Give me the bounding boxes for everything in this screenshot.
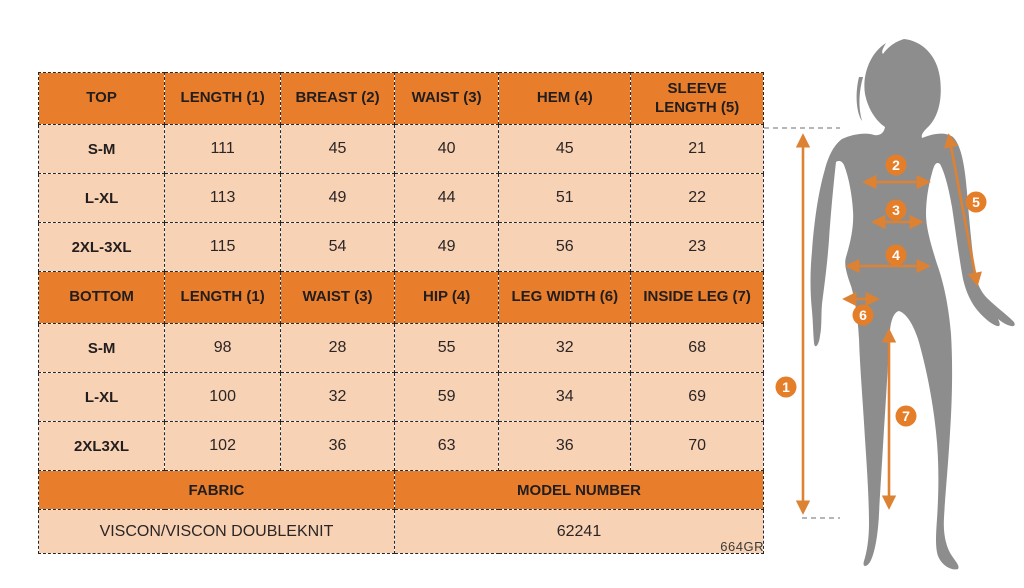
header-cell: LENGTH (1): [165, 272, 281, 324]
value-cell: 49: [394, 223, 498, 272]
size-cell: S-M: [39, 125, 165, 174]
marker-badge-3: [886, 200, 907, 221]
size-table-container: [38, 72, 764, 554]
value-cell: 111: [165, 125, 281, 174]
value-cell: 59: [394, 373, 498, 422]
value-cell: 28: [281, 324, 395, 373]
value-cell: 56: [499, 223, 631, 272]
table-row: [39, 422, 764, 471]
fabric-value: VISCON/VISCON DOUBLEKNIT: [39, 510, 395, 554]
value-cell: 34: [499, 373, 631, 422]
header-cell: BOTTOM: [39, 272, 165, 324]
value-cell: 45: [281, 125, 395, 174]
marker-badge-2: [886, 155, 907, 176]
size-cell: 2XL-3XL: [39, 223, 165, 272]
value-cell: 68: [631, 324, 764, 373]
header-cell: INSIDE LEG (7): [631, 272, 764, 324]
value-cell: 102: [165, 422, 281, 471]
header-cell: BREAST (2): [281, 73, 395, 125]
table-row: [39, 174, 764, 223]
value-cell: 36: [499, 422, 631, 471]
svg-text:3: 3: [892, 202, 900, 218]
marker-badge-1: [776, 377, 797, 398]
fabric-label: FABRIC: [39, 471, 395, 510]
size-table: [38, 72, 764, 554]
size-cell: S-M: [39, 324, 165, 373]
table-row: [39, 223, 764, 272]
header-cell: WAIST (3): [281, 272, 395, 324]
value-cell: 54: [281, 223, 395, 272]
value-cell: 45: [499, 125, 631, 174]
value-cell: 63: [394, 422, 498, 471]
table-row: [39, 125, 764, 174]
header-cell: HEM (4): [499, 73, 631, 125]
fabric-header-row: [39, 471, 764, 510]
svg-text:6: 6: [859, 307, 867, 323]
value-cell: 44: [394, 174, 498, 223]
female-silhouette: [811, 39, 1015, 569]
value-cell: 22: [631, 174, 764, 223]
header-cell: LENGTH (1): [165, 73, 281, 125]
svg-text:7: 7: [902, 408, 910, 424]
value-cell: 98: [165, 324, 281, 373]
value-cell: 100: [165, 373, 281, 422]
header-cell: TOP: [39, 73, 165, 125]
model-number-label: MODEL NUMBER: [394, 471, 763, 510]
reference-code: 664GR: [720, 539, 764, 554]
svg-text:2: 2: [892, 157, 900, 173]
value-cell: 40: [394, 125, 498, 174]
marker-badge-6: [853, 305, 874, 326]
svg-text:4: 4: [892, 247, 900, 263]
top-header-row: [39, 73, 764, 125]
value-cell: 32: [499, 324, 631, 373]
svg-text:5: 5: [972, 194, 980, 210]
model-number-value: 62241: [394, 510, 763, 554]
value-cell: 115: [165, 223, 281, 272]
value-cell: 69: [631, 373, 764, 422]
value-cell: 23: [631, 223, 764, 272]
marker-badge-4: [886, 245, 907, 266]
size-cell: 2XL3XL: [39, 422, 165, 471]
bottom-header-row: [39, 272, 764, 324]
value-cell: 32: [281, 373, 395, 422]
value-cell: 55: [394, 324, 498, 373]
table-row: [39, 324, 764, 373]
value-cell: 70: [631, 422, 764, 471]
size-cell: L-XL: [39, 174, 165, 223]
value-cell: 21: [631, 125, 764, 174]
header-cell: WAIST (3): [394, 73, 498, 125]
value-cell: 113: [165, 174, 281, 223]
measurement-figure: [764, 15, 1024, 588]
table-row: [39, 373, 764, 422]
value-cell: 51: [499, 174, 631, 223]
marker-badge-5: [966, 192, 987, 213]
hair-wisp: [857, 77, 863, 121]
value-cell: 36: [281, 422, 395, 471]
svg-text:1: 1: [782, 379, 790, 395]
value-cell: 49: [281, 174, 395, 223]
marker-badge-7: [896, 406, 917, 427]
size-cell: L-XL: [39, 373, 165, 422]
header-cell: LEG WIDTH (6): [499, 272, 631, 324]
header-cell: SLEEVE LENGTH (5): [631, 73, 764, 125]
header-cell: HIP (4): [394, 272, 498, 324]
